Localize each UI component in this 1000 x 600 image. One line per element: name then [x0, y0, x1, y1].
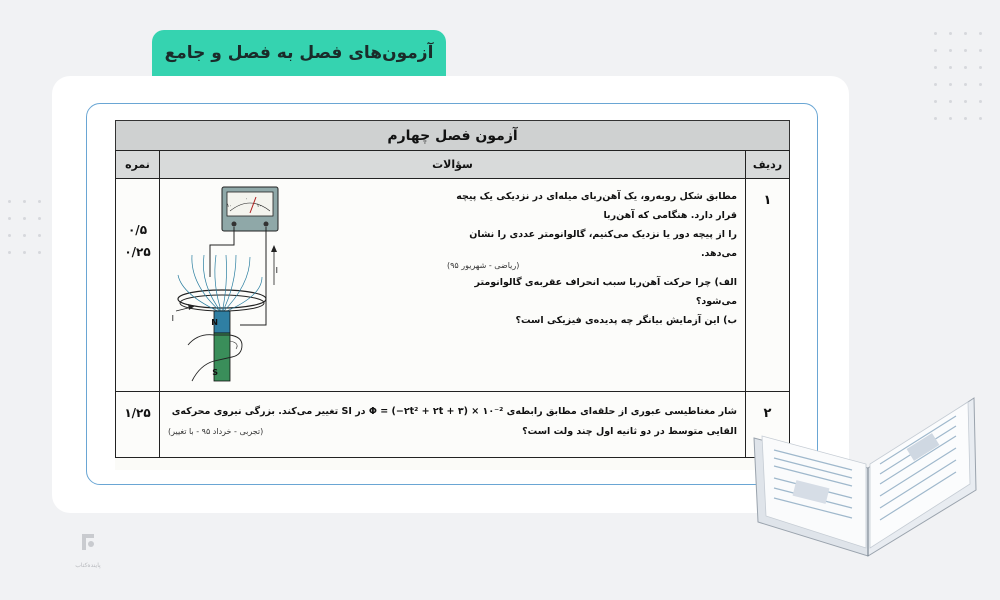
decorative-dots-left — [8, 200, 56, 254]
badge-title: آزمون‌های فصل به فصل و جامع — [164, 43, 434, 63]
question-cell — [160, 179, 746, 392]
scale-label-left: ۱۰ — [226, 203, 232, 209]
current-label-left: I — [171, 314, 174, 323]
score-value: ۰/۵ — [127, 223, 148, 237]
question-cell — [160, 392, 746, 458]
question-line: الف) چرا حرکت آهن‌ربا سبب انحراف عقربه‌ی گالوانومتر می‌شود؟ — [474, 277, 737, 307]
question-line: ب) این آزمایش بیانگر چه پدیده‌ی فیزیکی است؟ — [515, 315, 737, 326]
header-row-number: ردیف — [746, 151, 790, 179]
table-header-row — [116, 151, 790, 179]
scale-label-mid: ۰ — [245, 196, 248, 202]
score-cell — [116, 179, 160, 392]
galvanometer-magnet-figure — [170, 185, 290, 385]
question-number: ۱ — [746, 179, 790, 392]
open-book-image — [748, 384, 980, 560]
brand-logo-icon — [76, 530, 100, 554]
table-row — [116, 179, 790, 392]
question-text — [437, 187, 737, 330]
question-source: (تجربی - خرداد ۹۵ - با تغییر) — [168, 427, 264, 436]
current-label-right: I — [275, 266, 278, 275]
exam-preview-frame — [86, 103, 818, 485]
brand-logo-text: پاینده‌کتاب — [75, 562, 101, 569]
question-number: ۲ — [746, 392, 790, 458]
question-text — [160, 392, 745, 442]
header-questions: سؤالات — [160, 151, 746, 179]
scale-label-right: ۱۰ — [256, 203, 262, 209]
question-source: (ریاضی - شهریور ۹۵) — [447, 261, 520, 270]
header-score: نمره — [116, 151, 160, 179]
exam-sheet — [115, 120, 790, 470]
question-line: القایی متوسط در دو ثانیه اول چند ولت است؟ — [522, 426, 737, 437]
question-line: مطابق شکل روبه‌رو، یک آهن‌ربای میله‌ای در نزدیکی یک پیچه قرار دارد. هنگامی که آهن‌ربا — [456, 191, 737, 221]
brand-logo — [58, 530, 118, 580]
questions-table — [115, 150, 790, 458]
table-row — [116, 392, 790, 458]
question-line: را از پیچه دور یا نزدیک می‌کنیم، گالوانومتر عددی را نشان می‌دهد. — [469, 229, 737, 259]
magnet-north-label: N — [211, 318, 218, 327]
section-badge — [152, 30, 446, 76]
score-value: ۱/۲۵ — [116, 392, 160, 458]
sheet-title: آزمون فصل چهارم — [115, 120, 790, 150]
score-value: ۰/۲۵ — [124, 245, 151, 259]
question-line: شار مغناطیسی عبوری از حلقه‌ای مطابق رابطه‌ی Φ = (−۲t² + ۲t + ۳) × ۱۰⁻² در SI تغییر می‌کند. بزرگی نیروی محرکه‌ی — [171, 406, 737, 417]
decorative-dots-right — [934, 32, 982, 120]
magnet-south-label: S — [212, 368, 218, 377]
